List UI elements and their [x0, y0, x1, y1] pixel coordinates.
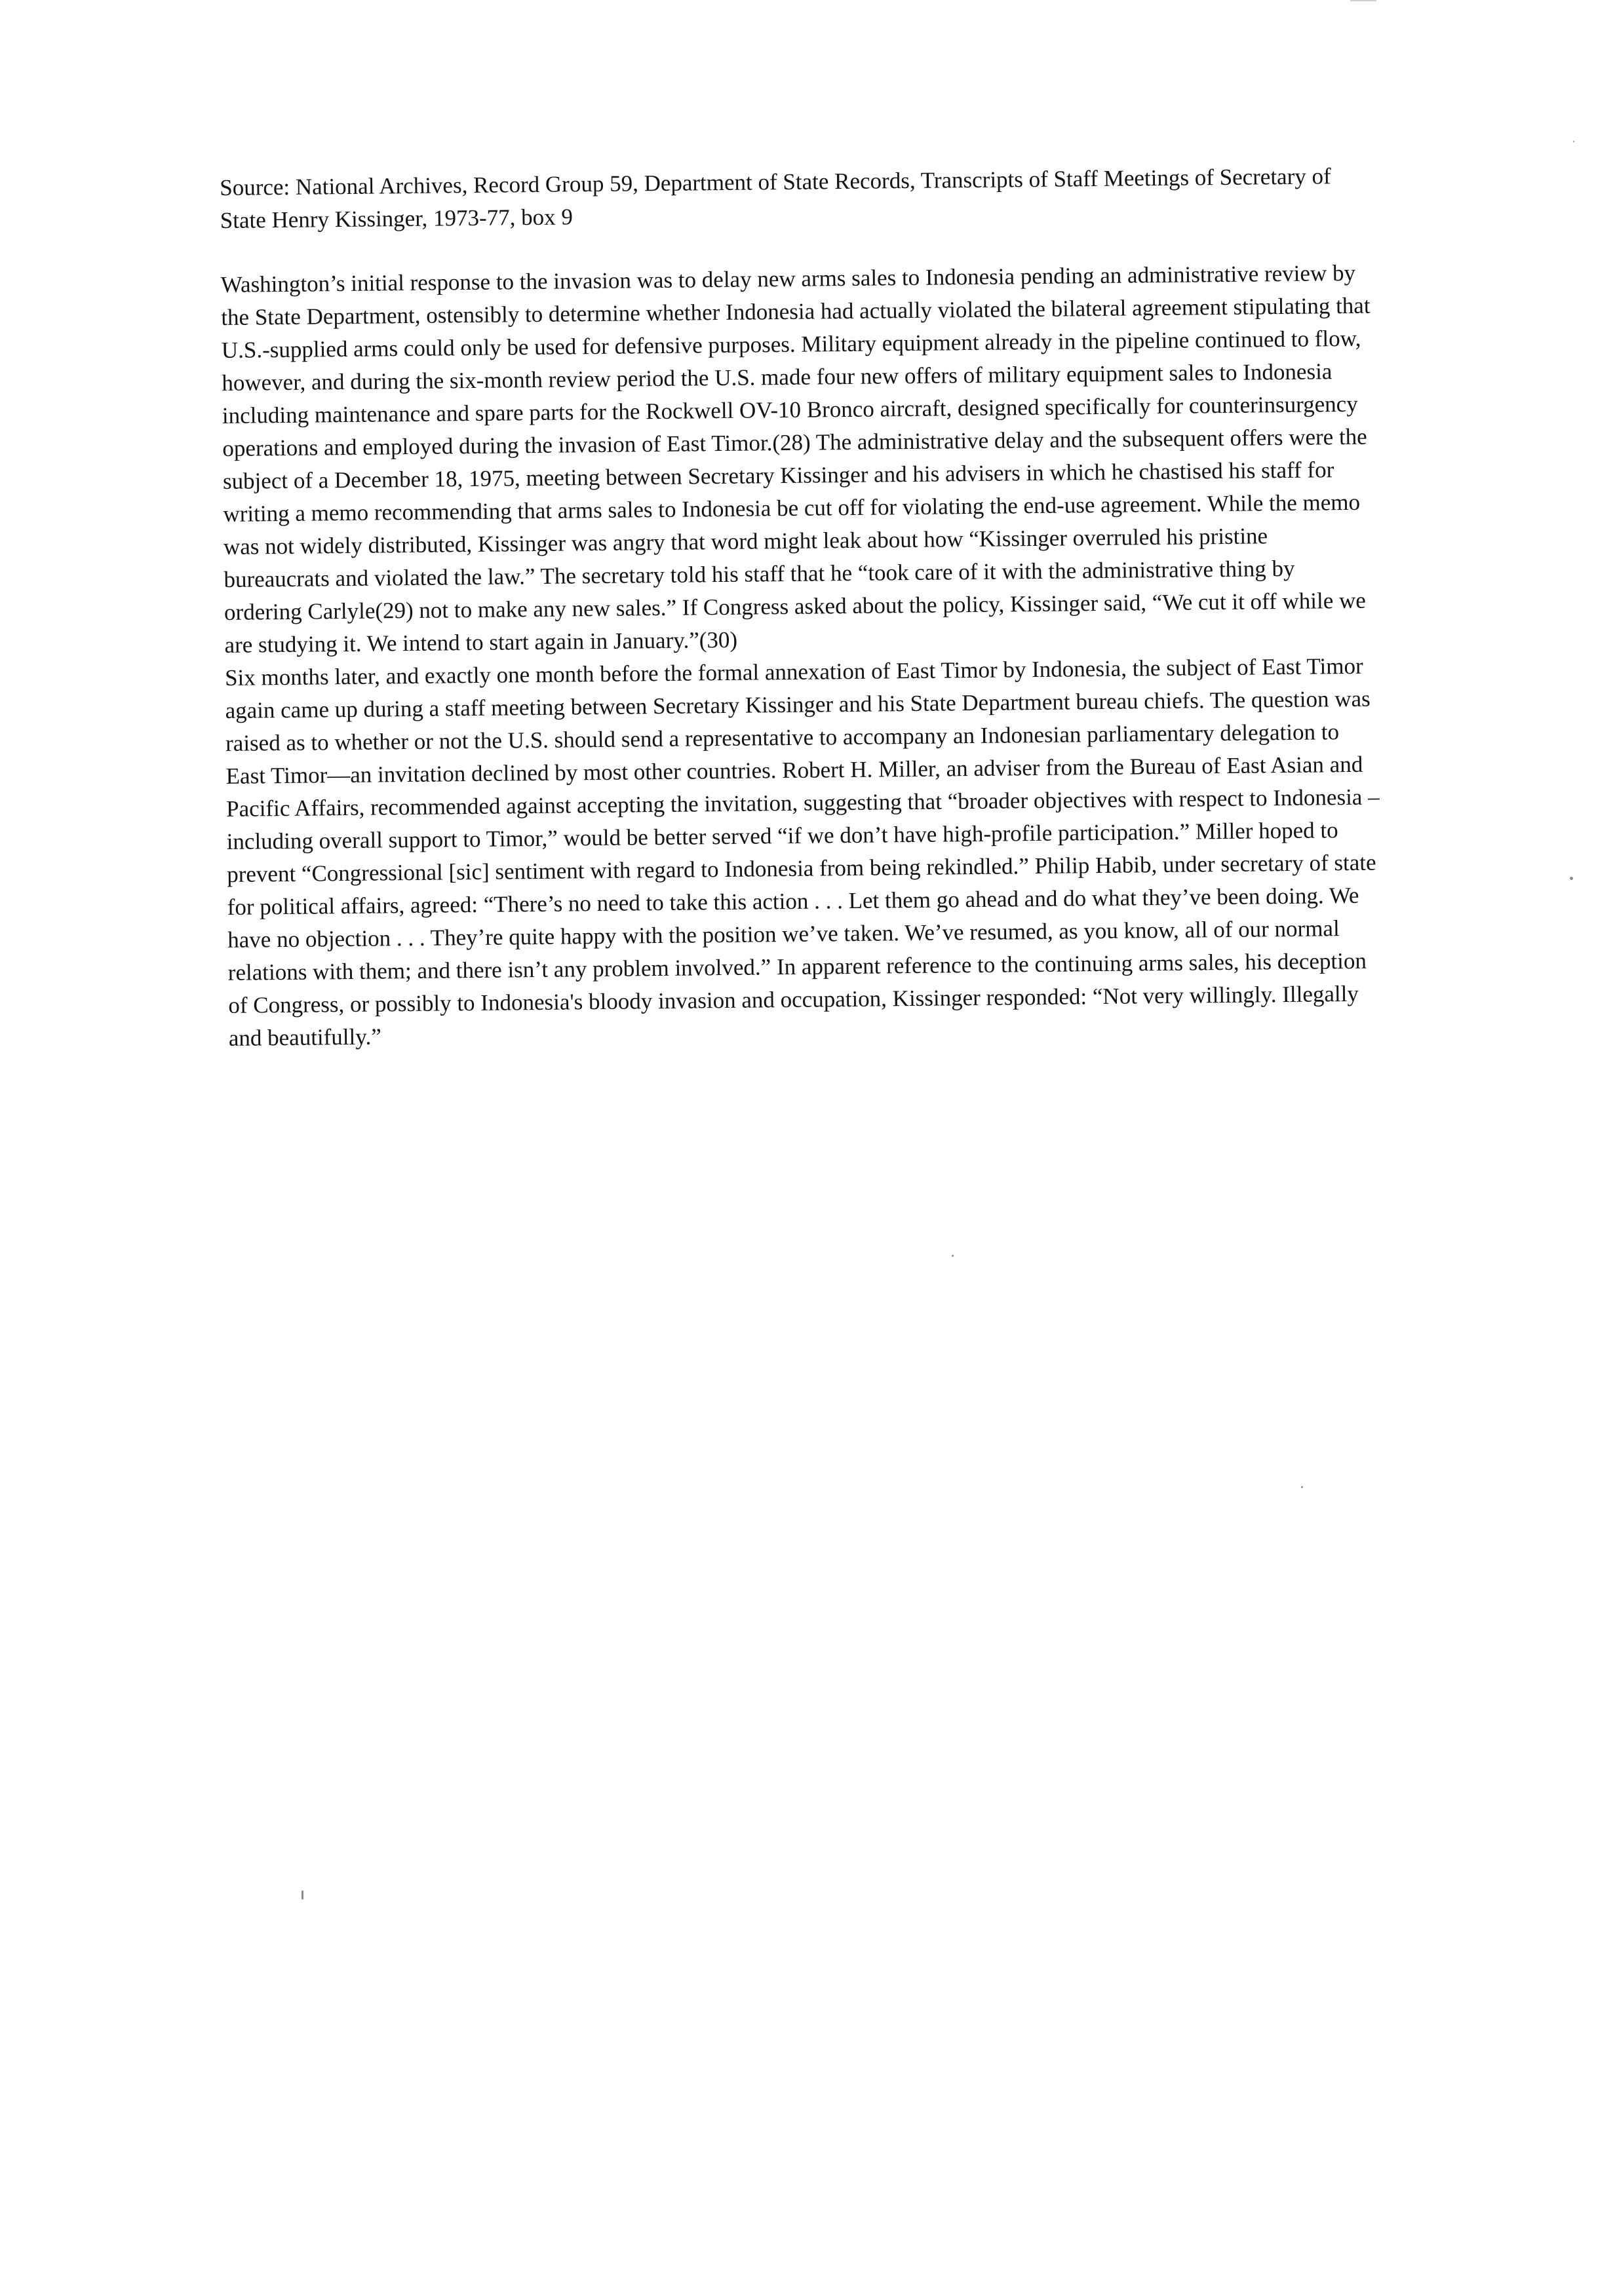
paragraph-parliamentary-delegation: Six months later, and exactly one month before the formal annexation of East Timor by Indonesia, the subject of East Timor again came up during a staff meeting between Secretary Kissinger and his State Department bureau chiefs. The question was raised as to whether or not the U.S. should send a representative to accompany an Indonesian parliamentary delegation to East Timor—an invitation declined by most other countries. Robert H. Miller, an adviser from the Bureau of East Asian and Pacific Affairs, recommended against accepting the invitation, suggesting that “broader objectives with respect to Indonesia – including overall support to Timor,” would be better served “if we don’t have high-profile participation.” Miller hoped to prevent “Congressional [sic] sentiment with regard to Indonesia from being rekindled.” Philip Habib, under secretary of state for political affairs, agreed: “There’s no need to take this action . . . Let them go ahead and do what they’ve been doing. We have no objection . . . They’re quite happy with the position we’ve taken. We’ve resumed, as you know, all of our normal relations with them; and there isn’t any problem involved.” In apparent reference to the continuing arms sales, his deception of Congress, or possibly to Indonesia's bloody invasion and occupation, Kissinger responded: “Not very willingly. Illegally and beautifully.”: [224, 653, 1380, 1051]
source-note: Source: National Archives, Record Group 59, Department of State Records, Transcripts of Staff Meetings of Secretary of State Henry Kissinger, 1973-77, box 9: [220, 163, 1331, 233]
scan-speck: [1570, 877, 1573, 880]
scan-speck: [1573, 141, 1574, 142]
scan-speck: [302, 1890, 303, 1900]
scan-speck: [952, 1255, 954, 1257]
scan-speck: [1350, 0, 1376, 1]
document-body: [220, 160, 1382, 1055]
paragraph-arms-sales-review: Washington’s initial response to the invasion was to delay new arms sales to Indonesia pending an administrative review by the State Department, ostensibly to determine whether Indonesia had actually violated the bilateral agreement stipulating that U.S.-supplied arms could only be used for defensive purposes. Military equipment already in the pipeline continued to flow, however, and during the six-month review period the U.S. made four new offers of military equipment sales to Indonesia including maintenance and spare parts for the Rockwell OV-10 Bronco aircraft, designed specifically for counterinsurgency operations and employed during the invasion of East Timor.(28) The administrative delay and the subsequent offers were the subject of a December 18, 1975, meeting between Secretary Kissinger and his advisers in which he chastised his staff for writing a memo recommending that arms sales to Indonesia be cut off for violating the end-use agreement. While the memo was not widely distributed, Kissinger was angry that word might leak about how “Kissinger overruled his pristine bureaucrats and violated the law.” The secretary told his staff that he “took care of it with the administrative thing by ordering Carlyle(29) not to make any new sales.” If Congress asked about the policy, Kissinger said, “We cut it off while we are studying it. We intend to start again in January.”(30): [220, 259, 1371, 658]
scan-speck: [1301, 1486, 1303, 1488]
